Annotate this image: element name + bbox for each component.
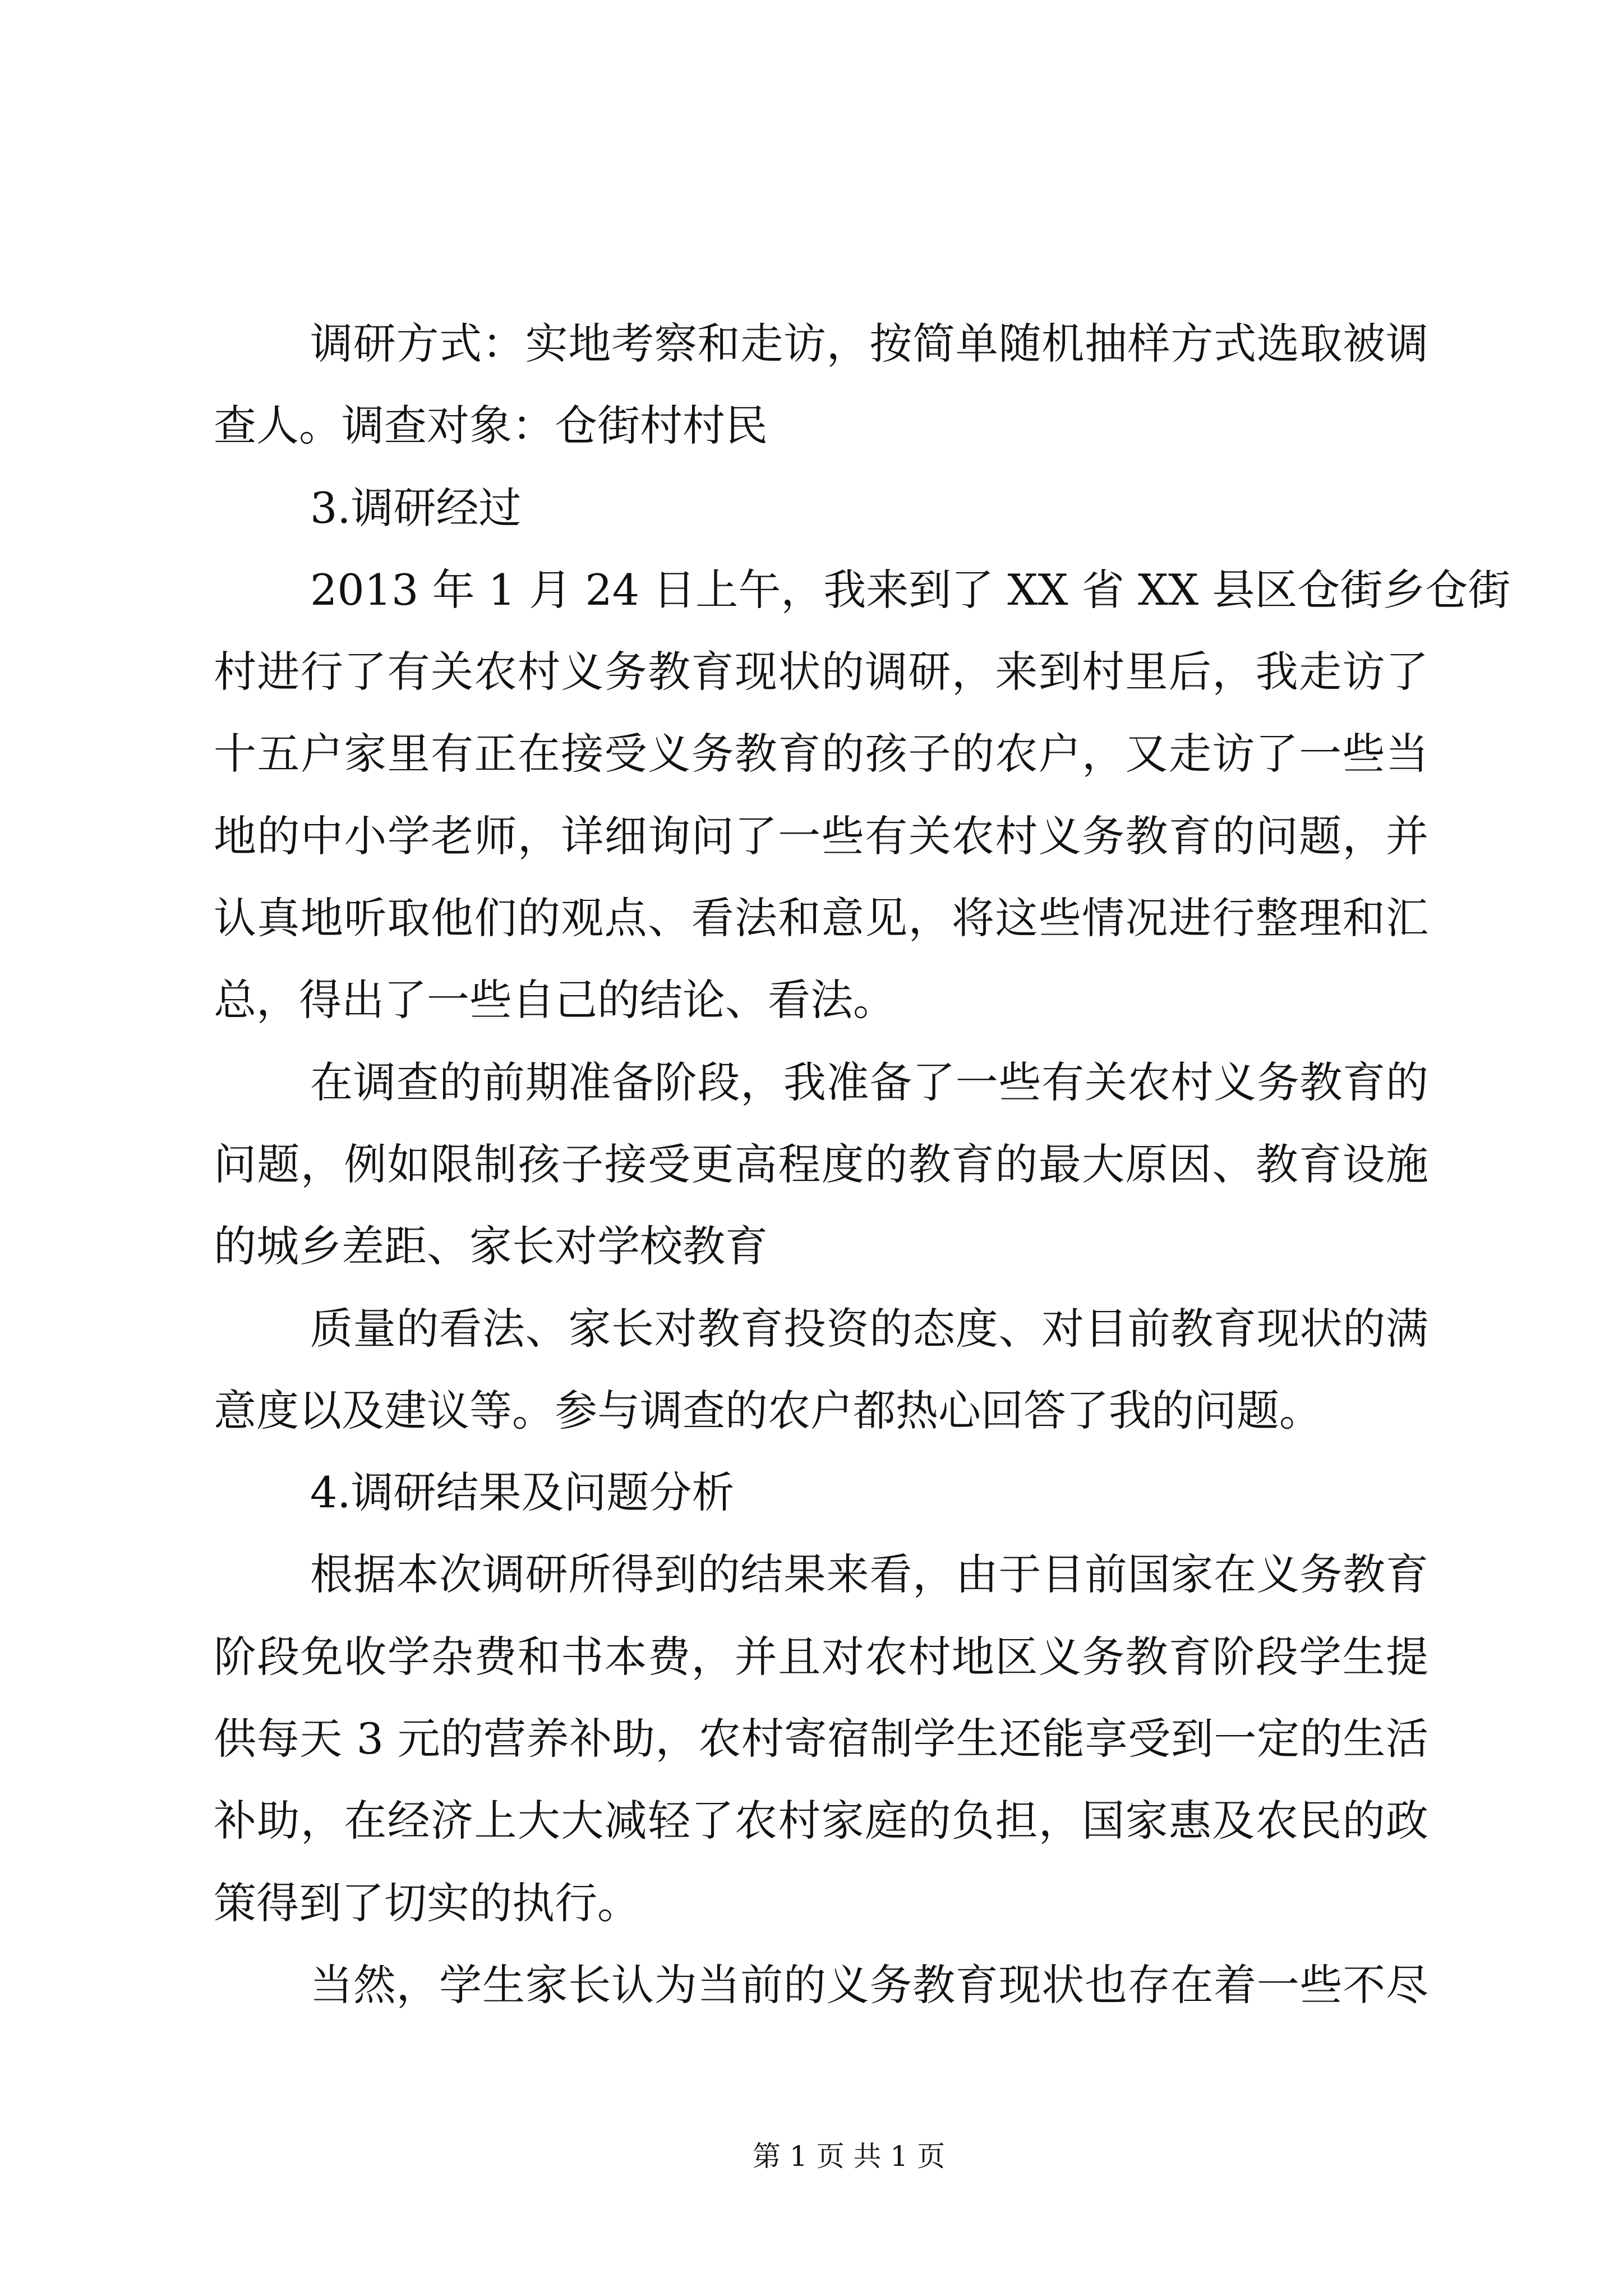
text-line: 策得到了切实的执行。 bbox=[214, 1878, 640, 1928]
paragraph-visit bbox=[214, 549, 1511, 1042]
paragraph-results bbox=[214, 1534, 1428, 1944]
text-line: 在调查的前期准备阶段，我准备了一些有关农村义务教育的 bbox=[310, 1057, 1428, 1107]
section-heading: 4.调研结果及问题分析 bbox=[310, 1467, 735, 1518]
paragraph-preparation bbox=[214, 1042, 1428, 1288]
text-line: 十五户家里有正在接受义务教育的孩子的农户，又走访了一些当 bbox=[214, 729, 1428, 779]
text-line: 地的中小学老师，详细询问了一些有关农村义务教育的问题，并 bbox=[214, 811, 1428, 861]
text-line: 问题，例如限制孩子接受更高程度的教育的最大原因、教育设施 bbox=[214, 1139, 1428, 1189]
document-body bbox=[214, 303, 1511, 2026]
text-line: 根据本次调研所得到的结果来看，由于目前国家在义务教育 bbox=[310, 1549, 1428, 1600]
page-footer: 第 1 页 共 1 页 bbox=[753, 2140, 946, 2173]
text-line: 供每天 3 元的营养补助，农村寄宿制学生还能享受到一定的生活 bbox=[214, 1714, 1428, 1764]
text-line: 2013 年 1 月 24 日上午，我来到了 XX 省 XX 县区仓街乡仓街 bbox=[310, 564, 1511, 615]
section-heading-process bbox=[214, 467, 1428, 549]
paragraph-survey-method bbox=[214, 303, 1428, 467]
text-line: 补助，在经济上大大减轻了农村家庭的负担，国家惠及农民的政 bbox=[214, 1796, 1428, 1846]
text-line: 阶段免收学杂费和书本费，并且对农村地区义务教育阶段学生提 bbox=[214, 1631, 1428, 1682]
paragraph-shortcomings bbox=[214, 1944, 1428, 2026]
paragraph-questions bbox=[214, 1288, 1428, 1452]
text-line: 当然，学生家长认为当前的义务教育现状也存在着一些不尽 bbox=[310, 1959, 1428, 2010]
text-line: 调研方式：实地考察和走访，按简单随机抽样方式选取被调 bbox=[310, 319, 1428, 369]
text-line: 意度以及建议等。参与调查的农户都热心回答了我的问题。 bbox=[214, 1385, 1322, 1435]
text-line: 认真地听取他们的观点、看法和意见，将这些情况进行整理和汇 bbox=[214, 893, 1428, 944]
text-line: 总，得出了一些自己的结论、看法。 bbox=[214, 975, 896, 1025]
section-heading-results bbox=[214, 1452, 1428, 1534]
text-line: 的城乡差距、家长对学校教育 bbox=[214, 1221, 768, 1272]
text-line: 质量的看法、家长对教育投资的态度、对目前教育现状的满 bbox=[310, 1303, 1428, 1354]
text-line: 村进行了有关农村义务教育现状的调研，来到村里后，我走访了 bbox=[214, 647, 1428, 697]
section-heading: 3.调研经过 bbox=[310, 482, 522, 533]
text-line: 查人。调查对象：仓街村村民 bbox=[214, 401, 768, 451]
